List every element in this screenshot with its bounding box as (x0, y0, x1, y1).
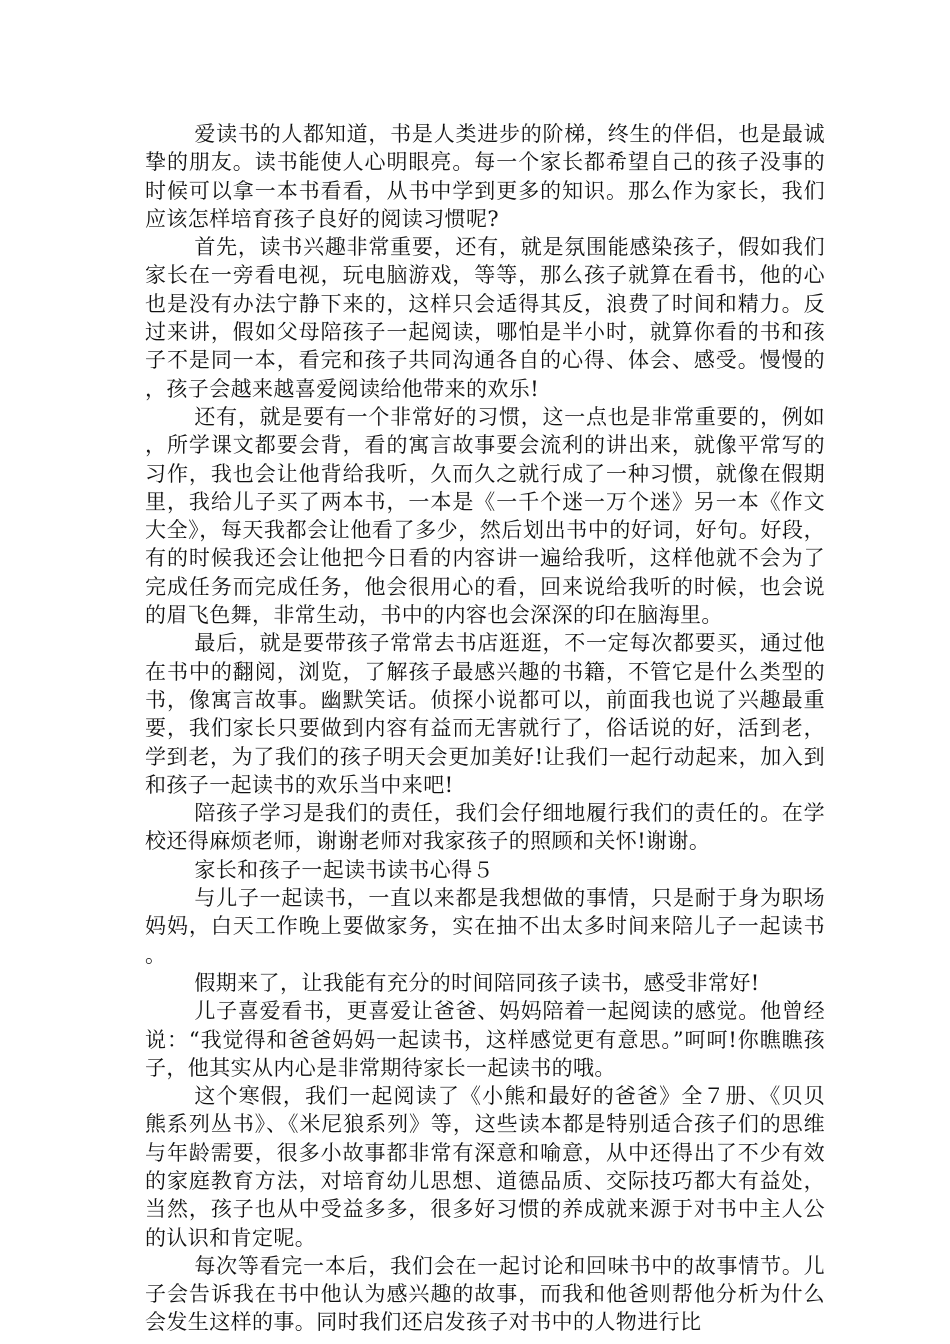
document-page (145, 120, 825, 1337)
paragraph-habit: 还有，就是要有一个非常好的习惯，这一点也是非常重要的，例如，所学课文都要会背，看的寓言故事要会流利的讲出来，就像平常写的习作，我也会让他背给我听，久而久之就行成了一种习惯，就像在假期里，我给儿子买了两本书，一本是《一千个迷一万个迷》另一本《作文大全》，每天我都会让他看了多少，然后划出书中的好词，好句。好段，有的时候我还会让他把今日看的内容讲一遍给我听，这样他就不会为了完成任务而完成任务，他会很用心的看，回来说给我听的时候，也会说的眉飞色舞，非常生动，书中的内容也会深深的印在脑海里。 (145, 404, 825, 628)
paragraph-son-quote: 儿子喜爱看书，更喜爱让爸爸、妈妈陪着一起阅读的感觉。他曾经说：“我觉得和爸爸妈妈一起读书，这样感觉更有意思。”呵呵!你瞧瞧孩子，他其实从内心是非常期待家长一起读书的哦。 (145, 999, 825, 1080)
section-heading: 家长和孩子一起读书读书心得５ (194, 857, 494, 882)
paragraph-reading-intro: 爱读书的人都知道，书是人类进步的阶梯，终生的伴侣，也是最诚挚的朋友。读书能使人心明眼亮。每一个家长都希望自己的孩子没事的时候可以拿一本书看看，从书中学到更多的知识。那么作为家长，我们应该怎样培育孩子良好的阅读习惯呢? (145, 122, 825, 231)
paragraph-responsibility: 陪孩子学习是我们的责任，我们会仔细地履行我们的责任的。在学校还得麻烦老师，谢谢老师对我家孩子的照顾和关怀!谢谢。 (145, 801, 825, 854)
paragraph-winter-reading: 这个寒假，我们一起阅读了《小熊和最好的爸爸》全７册、《贝贝熊系列丛书》、《米尼狼系列》等，这些读本都是特别适合孩子们的思维与年龄需要，很多小故事都非常有深意和喻意，从中还得出了不少有效的家庭教育方法，对培育幼儿思想、道德品质、交际技巧都大有益处，当然，孩子也从中受益多多，很多好习惯的养成就来源于对书中主人公的认识和肯定呢。 (145, 1084, 825, 1250)
paragraph-interest: 首先，读书兴趣非常重要，还有，就是氛围能感染孩子，假如我们家长在一旁看电视，玩电脑游戏，等等，那么孩子就算在看书，他的心也是没有办法宁静下来的，这样只会适得其反，浪费了时间和精力。反过来讲，假如父母陪孩子一起阅读，哪怕是半小时，就算你看的书和孩子不是同一本，看完和孩子共同沟通各自的心得、体会、感受。慢慢的，孩子会越来越喜爱阅读给他带来的欢乐! (145, 235, 825, 401)
paragraph-working-mom: 与儿子一起读书，一直以来都是我想做的事情，只是耐于身为职场妈妈，白天工作晚上要做家务，实在抽不出太多时间来陪儿子一起读书。 (145, 886, 825, 967)
paragraph-discussion: 每次等看完一本后，我们会在一起讨论和回味书中的故事情节。儿子会告诉我在书中他认为感兴趣的故事，而我和他爸则帮他分析为什么会发生这样的事。同时我们还启发孩子对书中的人物进行比 (145, 1253, 825, 1335)
paragraph-bookstore: 最后，就是要带孩子常常去书店逛逛，不一定每次都要买，通过他在书中的翻阅，浏览，了解孩子最感兴趣的书籍，不管它是什么类型的书，像寓言故事。幽默笑话。侦探小说都可以，前面我也说了兴趣最重要，我们家长只要做到内容有益而无害就行了，俗话说的好，活到老，学到老，为了我们的孩子明天会更加美好!让我们一起行动起来，加入到和孩子一起读书的欢乐当中来吧! (145, 631, 825, 797)
paragraph-holiday: 假期来了，让我能有充分的时间陪同孩子读书，感受非常好! (194, 970, 760, 995)
